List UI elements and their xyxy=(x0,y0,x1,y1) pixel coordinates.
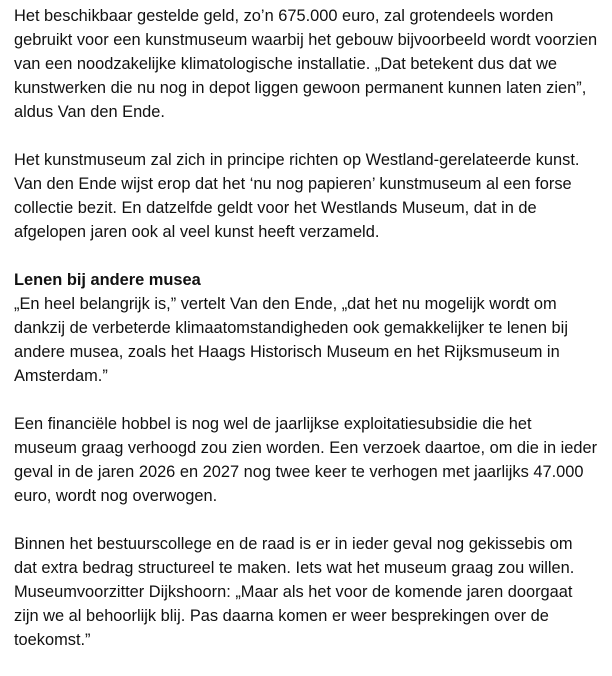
paragraph-funding: Het beschikbaar gestelde geld, zo’n 675.000 euro, zal grotendeels worden gebruikt voor een kunstmuseum waarbij het gebouw bijvoorbeeld wordt voorzien van een noodzakelijke klimatologische installatie. „Dat betekent dus dat we kunstwerken die nu nog in depot liggen gewoon permanent kunnen laten zien”, aldus Van den Ende. xyxy=(14,7,598,121)
paragraph-council: Binnen het bestuurscollege en de raad is er in ieder geval nog gekissebis om dat extra bedrag structureel te maken. Iets wat het museum graag zou willen. Museumvoorzitter Dijkshoorn: „Maar als het voor de komende jaren doorgaat zijn we al behoorlijk blij. Pas daarna komen er weer besprekingen over de toekomst.” xyxy=(14,535,575,649)
section-heading: Lenen bij andere musea xyxy=(14,271,201,289)
paragraph-art-museum-focus: Het kunstmuseum zal zich in principe richten op Westland-gerelateerde kunst. Van den Ende wijst erop dat het ‘nu nog papieren’ kunstmuseum al een forse collectie bezit. En datzelfde geldt voor het Westlands Museum, dat in de afgelopen jaren ook al veel kunst heeft verzameld. xyxy=(14,151,580,241)
paragraph-lending: „En heel belangrijk is,” vertelt Van den Ende, „dat het nu mogelijk wordt om dankzij de verbeterde klimaatomstandigheden ook gemakkelijker te lenen bij andere musea, zoals het Haags Historisch Museum en het Rijksmuseum in Amsterdam.” xyxy=(14,295,568,385)
paragraph-subsidy: Een financiële hobbel is nog wel de jaarlijkse exploitatiesubsidie die het museum graag verhoogd zou zien worden. Een verzoek daartoe, om die in ieder geval in de jaren 2026 en 2027 nog twee keer te verhogen met jaarlijks 47.000 euro, wordt nog overwogen. xyxy=(14,415,598,505)
